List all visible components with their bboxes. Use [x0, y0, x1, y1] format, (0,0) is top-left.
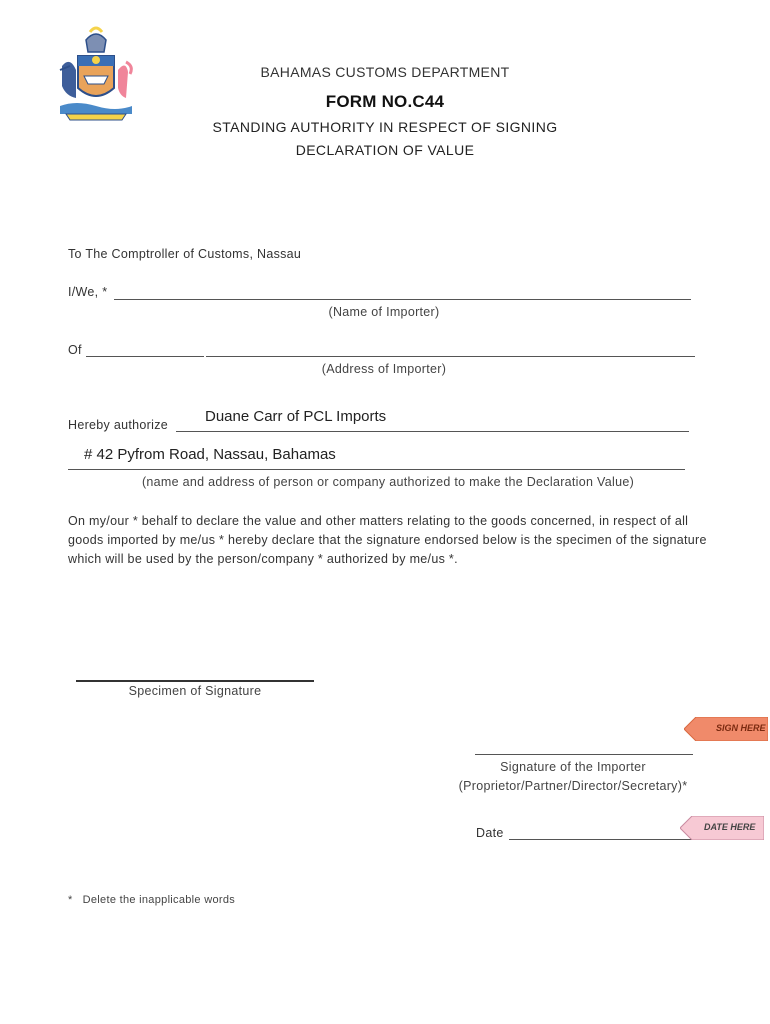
- authorized-address-field[interactable]: [68, 469, 685, 470]
- importer-address-field[interactable]: [206, 356, 695, 357]
- addressee: To The Comptroller of Customs, Nassau: [68, 247, 302, 261]
- importer-name-field[interactable]: [114, 299, 691, 300]
- authorized-name-value[interactable]: Duane Carr of PCL Imports: [205, 408, 387, 425]
- authorized-name-field[interactable]: [176, 431, 689, 432]
- date-here-tag[interactable]: [680, 816, 764, 840]
- of-label: Of: [68, 343, 82, 357]
- importer-address-field-part1[interactable]: [86, 356, 204, 357]
- authorized-caption: (name and address of person or company authorized to make the Declaration Value): [141, 475, 635, 489]
- date-label: Date: [476, 826, 504, 840]
- form-number: FORM NO.C44: [325, 92, 445, 111]
- signature-caption-line2: (Proprietor/Partner/Director/Secretary)*: [458, 779, 688, 793]
- signature-caption-line1: Signature of the Importer: [500, 760, 646, 774]
- footnote: * Delete the inapplicable words: [68, 894, 236, 906]
- department-name: BAHAMAS CUSTOMS DEPARTMENT: [260, 64, 510, 80]
- authorize-label: Hereby authorize: [68, 418, 168, 432]
- form-title-line2: DECLARATION OF VALUE: [295, 142, 475, 158]
- importer-address-caption: (Address of Importer): [321, 362, 447, 376]
- sign-here-label: SIGN HERE: [716, 723, 766, 733]
- iwe-label: I/We, *: [68, 285, 108, 299]
- declaration-paragraph: On my/our * behalf to declare the value and other matters relating to the goods concerned, in respect of all goods imported by me/us * hereby declare that the signature endorsed below is the specimen of the signature which will be used by the person/company * authorized by me/us *.: [68, 514, 707, 566]
- form-title-line1: STANDING AUTHORITY IN RESPECT OF SIGNING: [212, 119, 558, 135]
- importer-signature-field[interactable]: [475, 754, 693, 755]
- importer-name-caption: (Name of Importer): [328, 305, 440, 319]
- specimen-signature-field[interactable]: [76, 680, 314, 682]
- specimen-caption: Specimen of Signature: [128, 684, 262, 698]
- date-here-label: DATE HERE: [704, 822, 756, 832]
- authorized-address-value[interactable]: # 42 Pyfrom Road, Nassau, Bahamas: [84, 446, 336, 463]
- date-field[interactable]: [509, 839, 695, 840]
- sign-here-tag[interactable]: [684, 717, 768, 741]
